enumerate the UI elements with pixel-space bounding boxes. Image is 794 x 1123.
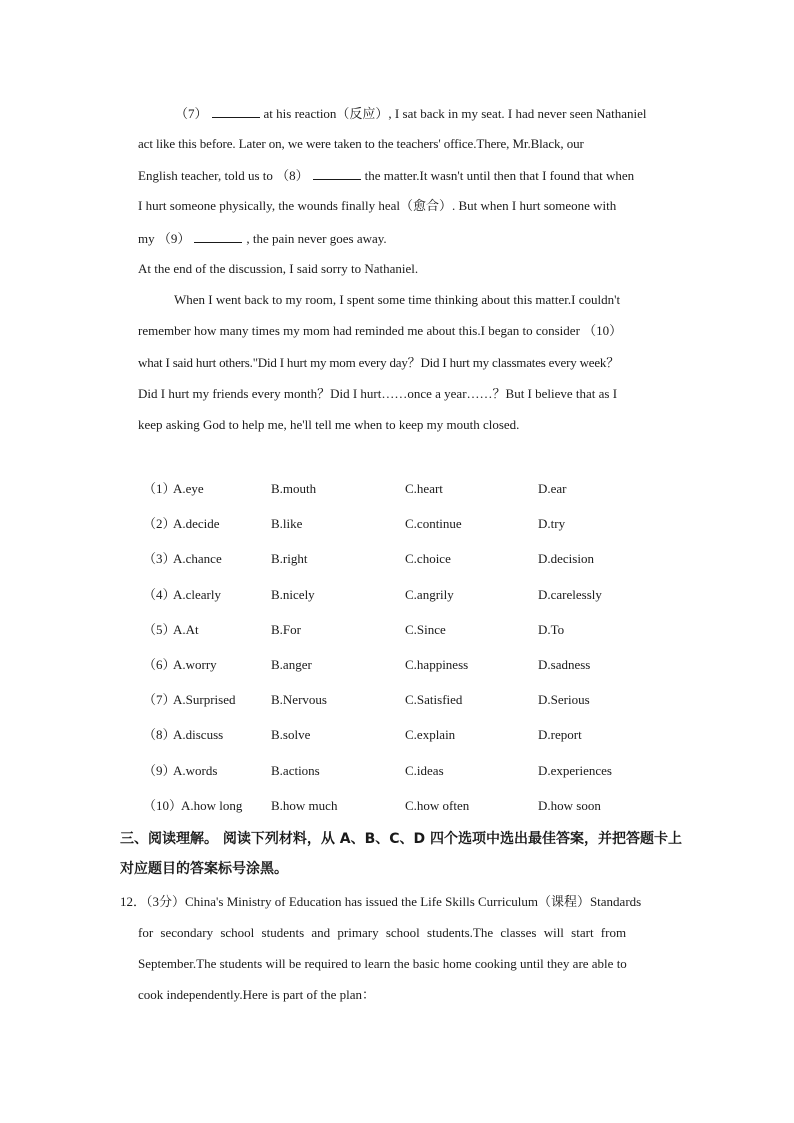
- option-number: （8）: [143, 727, 176, 742]
- option-number: （5）: [143, 622, 176, 637]
- option-b: B.Nervous: [271, 692, 327, 707]
- option-d: D.Serious: [538, 692, 590, 707]
- option-a: A.worry: [173, 657, 217, 672]
- option-a: A.discuss: [173, 727, 224, 742]
- passage-text: the matter.It wasn't until then that I found that when: [364, 168, 635, 183]
- passage-line: keep asking God to help me, he'll tell me when to keep my mouth closed.: [138, 417, 520, 432]
- option-a: A.words: [173, 763, 218, 778]
- option-a: A.eye: [173, 481, 204, 496]
- option-b: B.solve: [271, 727, 311, 742]
- option-b: B.For: [271, 622, 301, 637]
- option-b: B.like: [271, 516, 303, 531]
- option-d: D.sadness: [538, 657, 591, 672]
- option-a: A.how long: [181, 798, 243, 813]
- option-d: D.try: [538, 516, 566, 531]
- option-c: C.heart: [405, 481, 443, 496]
- passage-line: remember how many times my mom had reminded me about this.I began to consider （10）: [138, 323, 623, 338]
- option-number: （6）: [143, 657, 176, 672]
- passage-line: what I said hurt others."Did I hurt my mom every day？Did I hurt my classmates every week？: [138, 355, 620, 370]
- answer-blank: [313, 167, 361, 180]
- option-a: A.chance: [173, 551, 222, 566]
- option-c: C.Since: [405, 622, 446, 637]
- question-line: cook independently.Here is part of the plan：: [138, 987, 376, 1002]
- option-b: B.how much: [271, 798, 338, 813]
- option-number: （10）: [143, 798, 183, 813]
- option-a: A.At: [173, 622, 199, 637]
- section-heading: 对应题目的答案标号涂黑。: [120, 861, 288, 877]
- option-b: B.anger: [271, 657, 312, 672]
- question-line: September.The students will be required to learn the basic home cooking until they are able to: [138, 956, 627, 971]
- question-line: for secondary school students and primary school students.The classes will start from: [138, 925, 627, 940]
- blank-number: （7）: [175, 106, 208, 121]
- passage-line: When I went back to my room, I spent some time thinking about this matter.I couldn't: [174, 292, 621, 307]
- option-d: D.report: [538, 727, 582, 742]
- answer-blank: [212, 105, 260, 118]
- option-c: C.how often: [405, 798, 470, 813]
- option-number: （4）: [143, 587, 176, 602]
- option-b: B.nicely: [271, 587, 315, 602]
- option-number: （7）: [143, 692, 176, 707]
- option-number: （3）: [143, 551, 176, 566]
- option-c: C.Satisfied: [405, 692, 463, 707]
- option-a: A.clearly: [173, 587, 222, 602]
- option-b: B.actions: [271, 763, 320, 778]
- option-b: B.mouth: [271, 481, 317, 496]
- option-c: C.explain: [405, 727, 456, 742]
- passage-text: at his reaction（反应）, I sat back in my seat. I had never seen Nathaniel: [263, 106, 647, 121]
- option-d: D.ear: [538, 481, 567, 496]
- option-d: D.To: [538, 622, 565, 637]
- passage-line: [138, 167, 634, 184]
- option-c: C.happiness: [405, 657, 469, 672]
- option-a: A.Surprised: [173, 692, 236, 707]
- passage-line: act like this before. Later on, we were taken to the teachers' office.There, Mr.Black, our: [138, 136, 584, 151]
- passage-line: I hurt someone physically, the wounds finally heal（愈合）. But when I hurt someone with: [138, 198, 617, 213]
- option-c: C.angrily: [405, 587, 454, 602]
- option-a: A.decide: [173, 516, 220, 531]
- section-heading: 三、阅读理解。 阅读下列材料，从 A、B、C、D 四个选项中选出最佳答案，并把答题卡上: [120, 831, 683, 847]
- option-number: （1）: [143, 481, 176, 496]
- option-c: C.choice: [405, 551, 451, 566]
- answer-blank: [194, 230, 242, 243]
- option-number: （9）: [143, 763, 176, 778]
- passage-line: [138, 230, 387, 247]
- option-d: D.how soon: [538, 798, 601, 813]
- option-d: D.decision: [538, 551, 594, 566]
- passage-text: my （9）: [138, 231, 191, 246]
- passage-line: At the end of the discussion, I said sorry to Nathaniel.: [138, 261, 419, 276]
- option-number: （2）: [143, 516, 176, 531]
- option-b: B.right: [271, 551, 308, 566]
- passage-line: [175, 105, 647, 122]
- option-d: D.carelessly: [538, 587, 602, 602]
- question-line: 12．（3分）China's Ministry of Education has issued the Life Skills Curriculum（课程）Standards: [120, 894, 642, 909]
- passage-text: English teacher, told us to （8）: [138, 168, 309, 183]
- option-d: D.experiences: [538, 763, 612, 778]
- option-c: C.continue: [405, 516, 462, 531]
- passage-text: , the pain never goes away.: [246, 231, 387, 246]
- passage-line: Did I hurt my friends every month？Did I hurt……once a year……？But I believe that as I: [138, 386, 618, 401]
- option-c: C.ideas: [405, 763, 444, 778]
